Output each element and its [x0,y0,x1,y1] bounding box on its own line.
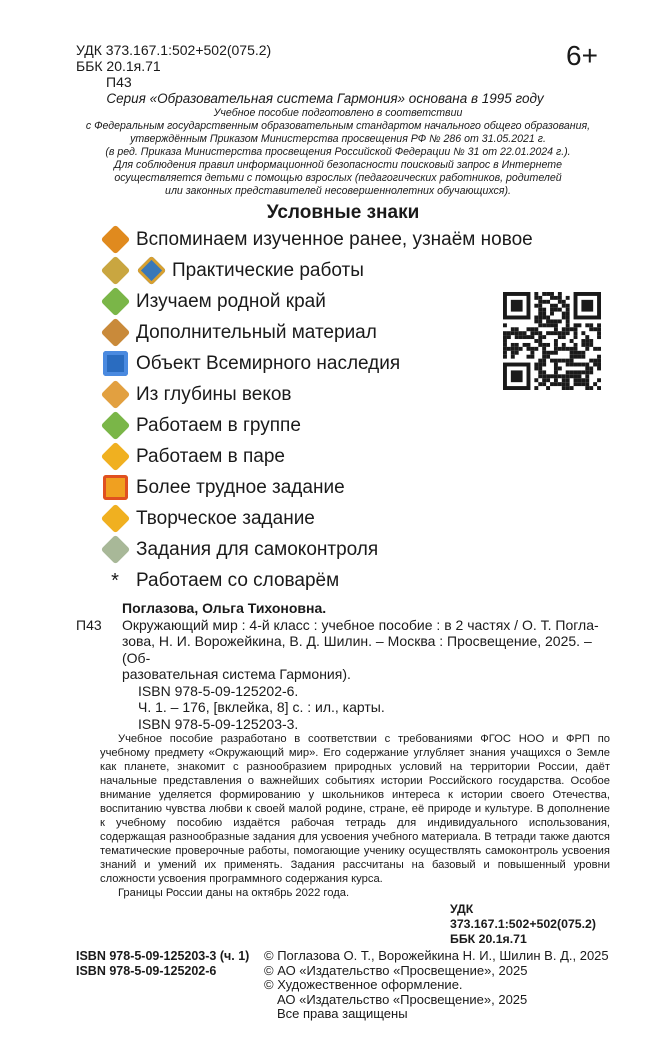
legend-label: Объект Всемирного наследия [136,352,401,374]
footer [76,949,610,1022]
copyright-block [264,949,610,1022]
bib-line: зова, Н. И. Ворожейкина, В. Д. Шилин. – Москва : Просвещение, 2025. – (Об- [122,633,592,666]
scroll-icon [100,380,130,410]
legend-item [100,255,610,286]
standard-note [46,107,630,198]
udk-code: УДК 373.167.1:502+502(075.2) [76,42,272,58]
legend-label: Творческое задание [136,507,315,529]
flag-icon [100,473,130,503]
globe-icon [136,256,166,286]
legend-item [100,441,610,472]
note-line: Для соблюдения правил информационной безопасности поисковый запрос в Интернете [114,159,562,171]
legend-label: Изучаем родной край [136,290,326,312]
copyright-line: © Художественное оформление. [264,977,463,992]
books-icon [100,318,130,348]
note-line: или законных представителей несовершеннолетних обучающихся). [165,185,511,197]
udk-code: УДК 373.167.1:502+502(075.2) [450,902,596,931]
classification-block [76,42,610,90]
legend-item [100,224,610,255]
isbn-part1: ISBN 978-5-09-125203-3 (ч. 1) [76,949,250,963]
bbk-code: ББК 20.1я.71 [450,932,527,946]
creative-star-icon [100,504,130,534]
legend-label: Задания для самоконтроля [136,538,379,560]
age-rating: 6+ [566,40,598,71]
series-title: Серия «Образовательная система Гармония» основана в 1995 году [106,91,544,106]
home-region-icon [100,287,130,317]
legend-section [100,224,610,596]
author-heading: Поглазова, Ольга Тихоновна. [122,600,327,616]
legend-item [100,565,610,596]
self-check-book-icon [100,535,130,565]
annotation [100,732,610,900]
footer-classification [450,902,610,947]
note-line: утверждённым Приказом Министерства просвещения РФ № 286 от 31.05.2021 г. [130,133,546,145]
legend-label: Более трудное задание [136,476,345,498]
legend-item [100,472,610,503]
copyright-line: АО «Издательство «Просвещение», 2025 [277,991,528,1007]
author-mark: П43 [106,74,132,90]
note-line: (в ред. Приказа Министерства просвещения Российской Федерации № 31 от 22.01.2024 г.). [105,146,571,158]
part-info: Ч. 1. – 176, [вклейка, 8] с. : ил., карты. [138,699,385,715]
note-line: Учебное пособие подготовлено в соответствии [213,107,463,119]
bib-line: разовательная система Гармония). [122,666,351,682]
note-line: с Федеральным государственным образовательным стандартом начального общего образования, [85,120,591,132]
legend-list [100,224,610,596]
author-mark: П43 [76,616,102,633]
legend-label: Практические работы [172,259,364,281]
note-line: осуществляется детьми с помощью взрослых (педагогических работников, родителей [114,172,562,184]
borders-note: Границы России даны на октябрь 2022 года. [118,887,350,899]
practical-icon [100,256,130,286]
legend-label: Дополнительный материал [136,321,377,343]
legend-item [100,534,610,565]
bibliographic-record [76,600,610,732]
legend-label: Из глубины веков [136,383,292,405]
copyright-line: © АО «Издательство «Просвещение», 2025 [264,962,528,978]
isbn-block [76,949,254,1022]
qr-code[interactable] [503,292,601,390]
legend-label: Вспоминаем изученное ранее, узнаём новое [136,228,533,250]
legend-label: Работаем в паре [136,445,285,467]
legend-label: Работаем в группе [136,414,301,436]
legend-item [100,410,610,441]
asterisk-icon: * [111,569,119,592]
question-icon [100,225,130,255]
annotation-text: Учебное пособие разработано в соответствии с требованиями ФГОС НОО и ФРП по учебному предмету «Окружающий мир». Его содержание углубляет знания учащихся о Земле как планете, знакомит с разнообразием природных условий на территории России, даёт начальные представления о важнейших событиях истории Российского государства. Особое внимание уделяется формированию у школьников интереса к истории своего Отечества, воспитанию чувства любви к своей малой родине, стране, её природе и культуре. В дополнение к учебному пособию издаётся рабочая тетрадь для индивидуального использования, содержащая разнообразные задания для усвоения учебного материала. В тетради также даются тематические проверочные работы, помогающие ученику осуществлять самоконтроль усвоения знаний и умений их применять. Задания рассчитаны на базовый и повышенный уровни сложности усвоения программного содержания курса. [100,733,610,885]
rights-reserved: Все права защищены [277,1006,408,1021]
isbn-part: ISBN 978-5-09-125203-3. [138,715,299,732]
pair-icon [100,442,130,472]
legend-label: Работаем со словарём [136,569,340,591]
world-heritage-icon [100,349,130,379]
legend-item [100,503,610,534]
isbn-set: ISBN 978-5-09-125202-6 [76,964,217,978]
copyright-line: © Поглазова О. Т., Ворожейкина Н. И., Шилин В. Д., 2025 [264,948,609,963]
bbk-code: ББК 20.1я.71 [76,58,161,74]
bib-line: Окружающий мир : 4-й класс : учебное пособие : в 2 частях / О. Т. Погла- [122,616,599,633]
group-icon [100,411,130,441]
legend-title: Условные знаки [266,202,420,223]
isbn-set: ISBN 978-5-09-125202-6. [138,682,299,699]
